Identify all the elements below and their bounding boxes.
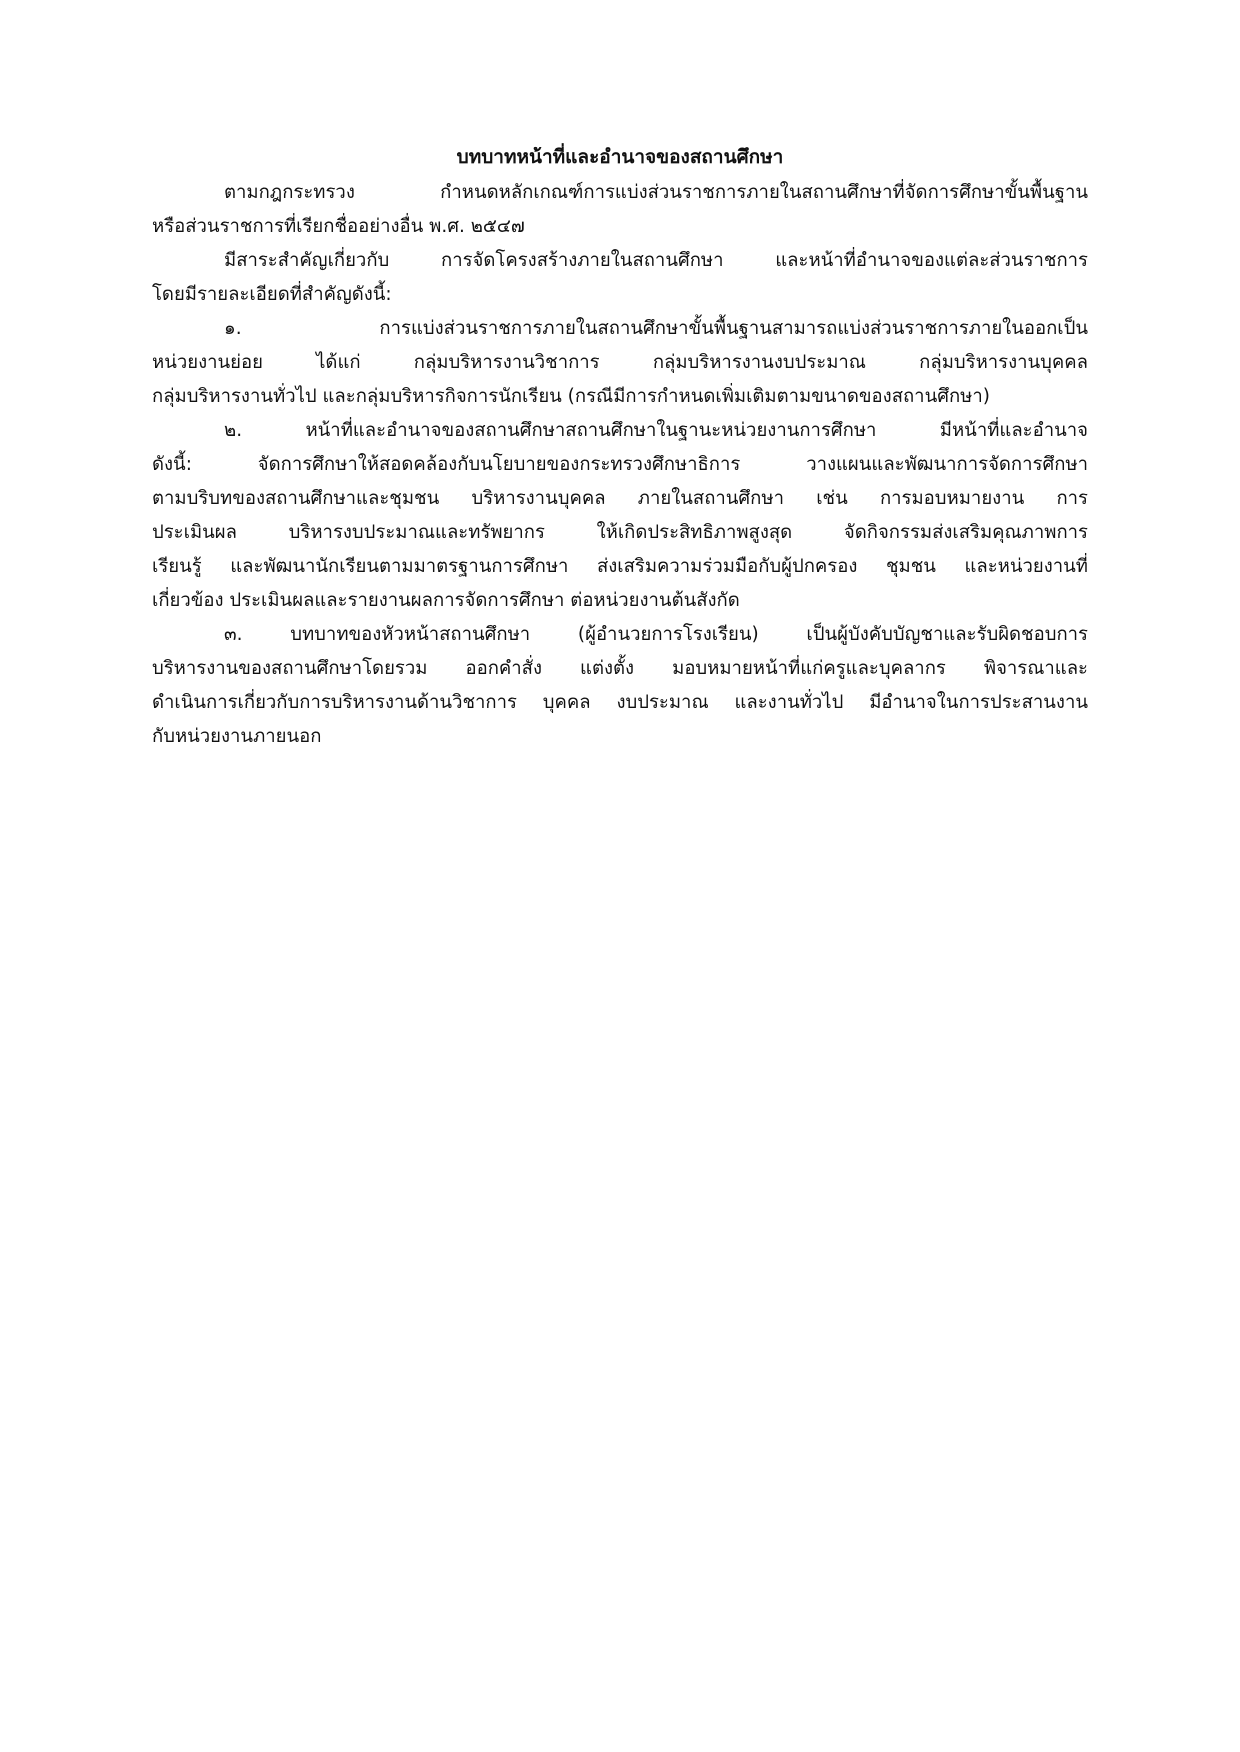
paragraph-line: เกี่ยวข้อง ประเมินผลและรายงานผลการจัดการศึกษา ต่อหน่วยงานต้นสังกัด	[152, 590, 740, 611]
paragraph-line: ๓. บทบาทของหัวหน้าสถานศึกษา (ผู้อำนวยการโรงเรียน) เป็นผู้บังคับบัญชาและรับผิดชอบการ	[224, 624, 1088, 645]
document-page	[152, 140, 1088, 754]
paragraph-line: มีสาระสำคัญเกี่ยวกับ การจัดโครงสร้างภายในสถานศึกษา และหน้าที่อำนาจของแต่ละส่วนราชการ	[224, 250, 1088, 271]
document-title: บทบาทหน้าที่และอำนาจของสถานศึกษา	[456, 146, 784, 168]
paragraph-item-2	[152, 414, 1088, 618]
paragraph-line: ๒. หน้าที่และอำนาจของสถานศึกษาสถานศึกษาในฐานะหน่วยงานการศึกษา มีหน้าที่และอำนาจ	[224, 420, 1088, 441]
paragraph-line: ตามบริบทของสถานศึกษาและชุมชน บริหารงานบุคคล ภายในสถานศึกษา เช่น การมอบหมายงาน การ	[152, 488, 1088, 509]
paragraph-line: ดำเนินการเกี่ยวกับการบริหารงานด้านวิชาการ บุคคล งบประมาณ และงานทั่วไป มีอำนาจในการประสานงาน	[152, 692, 1088, 713]
paragraph-line: ตามกฎกระทรวง กำหนดหลักเกณฑ์การแบ่งส่วนราชการภายในสถานศึกษาที่จัดการศึกษาขั้นพื้นฐาน	[224, 182, 1088, 203]
paragraph-line: โดยมีรายละเอียดที่สำคัญดังนี้:	[152, 284, 392, 305]
paragraph-line: ๑. การแบ่งส่วนราชการภายในสถานศึกษาขั้นพื้นฐานสามารถแบ่งส่วนราชการภายในออกเป็น	[224, 318, 1088, 339]
paragraph-line: หรือส่วนราชการที่เรียกชื่ออย่างอื่น พ.ศ. ๒๕๔๗	[152, 216, 525, 237]
paragraph-item-3	[152, 618, 1088, 754]
paragraph-line: กับหน่วยงานภายนอก	[152, 726, 322, 747]
paragraph-line: หน่วยงานย่อย ได้แก่ กลุ่มบริหารงานวิชาการ กลุ่มบริหารงานงบประมาณ กลุ่มบริหารงานบุคคล	[152, 352, 1088, 373]
paragraph-line: เรียนรู้ และพัฒนานักเรียนตามมาตรฐานการศึกษา ส่งเสริมความร่วมมือกับผู้ปกครอง ชุมชน และหน่วยงานที่	[152, 556, 1088, 577]
paragraph-line: กลุ่มบริหารงานทั่วไป และกลุ่มบริหารกิจการนักเรียน (กรณีมีการกำหนดเพิ่มเติมตามขนาดของสถานศึกษา)	[152, 386, 990, 407]
paragraph-line: ดังนี้: จัดการศึกษาให้สอดคล้องกับนโยบายของกระทรวงศึกษาธิการ วางแผนและพัฒนาการจัดการศึกษา	[152, 454, 1088, 475]
paragraph-summary	[152, 244, 1088, 312]
paragraph-item-1	[152, 312, 1088, 414]
paragraph-line: บริหารงานของสถานศึกษาโดยรวม ออกคำสั่ง แต่งตั้ง มอบหมายหน้าที่แก่ครูและบุคลากร พิจารณาและ	[152, 658, 1088, 679]
paragraph-line: ประเมินผล บริหารงบประมาณและทรัพยากร ให้เกิดประสิทธิภาพสูงสุด จัดกิจกรรมส่งเสริมคุณภาพการ	[152, 522, 1088, 543]
paragraph-intro	[152, 176, 1088, 244]
